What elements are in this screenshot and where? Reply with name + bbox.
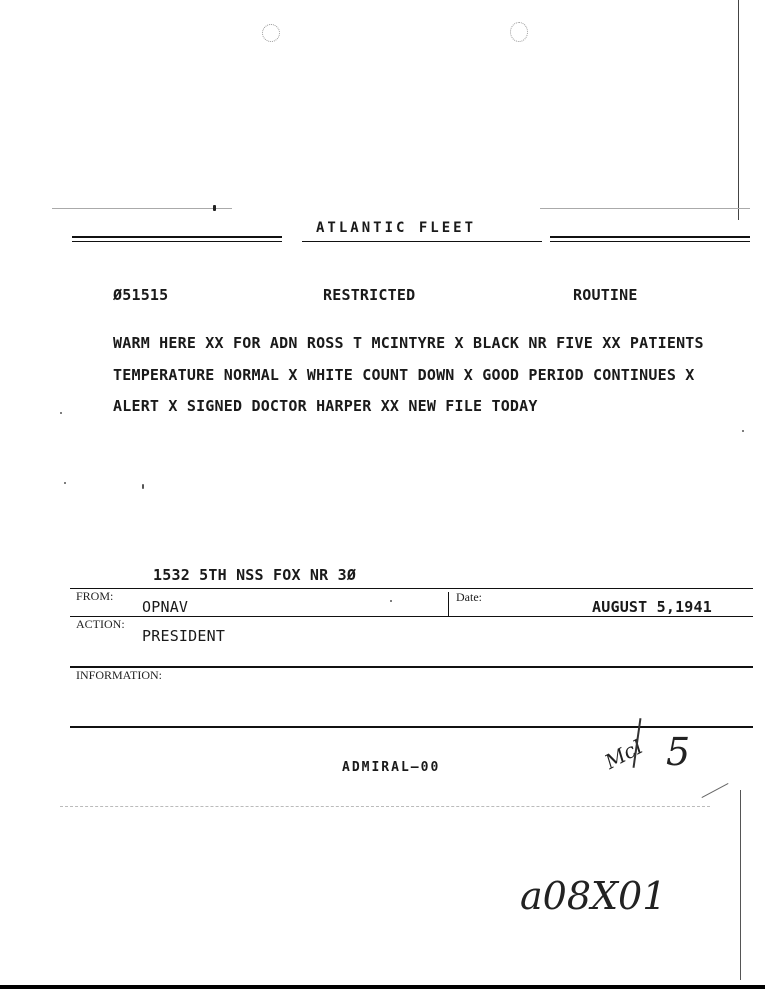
message-body-line: ALERT X SIGNED DOCTOR HARPER XX NEW FILE TODAY <box>113 397 538 415</box>
handwritten-initials: McI <box>600 734 647 774</box>
reference-number: 1532 5TH NSS FOX NR 3Ø <box>153 566 357 584</box>
punch-hole-mark <box>510 22 528 42</box>
right-edge-line <box>738 0 739 220</box>
from-value: OPNAV <box>142 598 189 616</box>
classification: RESTRICTED <box>323 286 416 304</box>
form-rule-action <box>70 616 753 617</box>
header-rule-top-left <box>52 208 232 209</box>
fleet-title: ATLANTIC FLEET <box>316 220 477 236</box>
bottom-border <box>0 985 765 989</box>
header-rule-left <box>72 236 282 238</box>
handwritten-page-mark: 5 <box>666 730 691 774</box>
date-divider <box>448 592 449 616</box>
action-value: PRESIDENT <box>142 627 226 645</box>
speck <box>390 600 392 602</box>
from-label: FROM: <box>76 589 114 603</box>
date-time-group: Ø51515 <box>113 286 169 304</box>
form-rule-information <box>70 666 753 668</box>
form-rule-bottom <box>70 726 753 728</box>
faint-tick <box>702 783 729 798</box>
header-rule-left <box>72 241 282 242</box>
faint-dashed-line <box>60 806 710 807</box>
form-rule-from <box>70 588 753 589</box>
date-label: Date: <box>456 590 482 604</box>
speck <box>742 430 744 432</box>
precedence: ROUTINE <box>573 286 638 304</box>
message-body-line: WARM HERE XX FOR ADN ROSS T MCINTYRE X BLACK NR FIVE XX PATIENTS <box>113 334 704 352</box>
information-label: INFORMATION: <box>76 668 163 682</box>
speck <box>142 484 144 489</box>
handwritten-file-number: a08X01 <box>520 874 667 918</box>
date-value: AUGUST 5,1941 <box>592 598 712 616</box>
right-edge-line <box>740 790 741 980</box>
header-rule-right <box>550 241 750 242</box>
header-rule-right <box>550 236 750 238</box>
speck <box>213 205 216 211</box>
action-label: ACTION: <box>76 617 125 631</box>
speck <box>60 412 62 414</box>
punch-hole-mark <box>262 24 280 42</box>
signature: ADMIRAL—00 <box>342 760 441 775</box>
header-rule-top-right <box>540 208 750 209</box>
header-rule-center <box>302 241 542 242</box>
message-body-line: TEMPERATURE NORMAL X WHITE COUNT DOWN X GOOD PERIOD CONTINUES X <box>113 366 695 384</box>
speck <box>64 482 66 484</box>
